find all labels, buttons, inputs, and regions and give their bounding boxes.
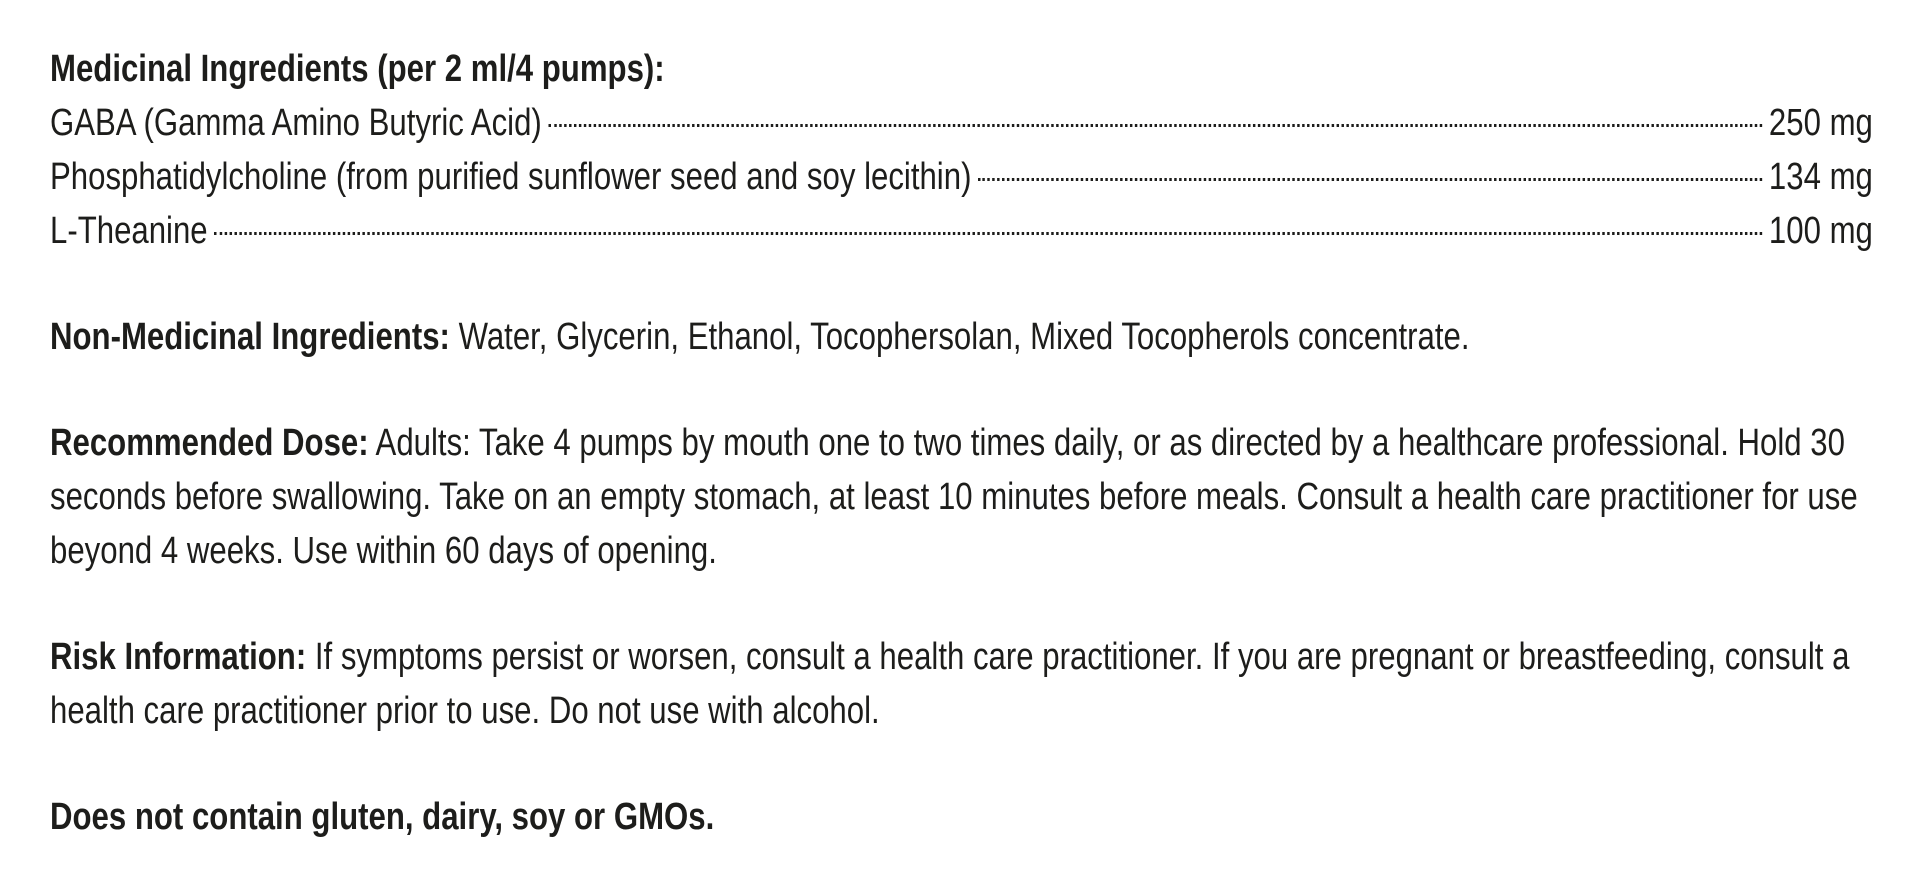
ingredient-row-phosphatidylcholine — [50, 150, 1873, 204]
dot-leader — [548, 124, 1762, 127]
recommended-dose — [50, 416, 1873, 578]
ingredient-row-gaba — [50, 96, 1873, 150]
ingredient-row-l-theanine — [50, 204, 1873, 258]
recommended-dose-text: Adults: Take 4 pumps by mouth one to two times daily, or as directed by a healthcare professional. Hold 30 seconds before swallowing. Take on an empty stomach, at least 10 minutes before meals. Consult a health care practitioner for use beyond 4 weeks. Use within 60 days of opening. — [50, 422, 1858, 572]
ingredient-amount: 100 mg — [1768, 210, 1873, 252]
ingredient-name: Phosphatidylcholine (from purified sunflower seed and soy lecithin) — [50, 156, 972, 198]
ingredient-amount: 250 mg — [1768, 102, 1873, 144]
risk-information-label: Risk Information: — [50, 636, 307, 678]
free-from-text: Does not contain gluten, dairy, soy or GMOs. — [50, 796, 715, 838]
ingredient-amount: 134 mg — [1768, 156, 1873, 198]
label-content — [50, 42, 1873, 844]
free-from-statement — [50, 790, 1873, 844]
non-medicinal-text: Water, Glycerin, Ethanol, Tocophersolan, Mixed Tocopherols concentrate. — [449, 316, 1470, 358]
ingredient-name: L-Theanine — [50, 210, 208, 252]
ingredient-name: GABA (Gamma Amino Butyric Acid) — [50, 102, 542, 144]
risk-information — [50, 630, 1873, 738]
non-medicinal-label: Non-Medicinal Ingredients: — [50, 316, 450, 358]
recommended-dose-label: Recommended Dose: — [50, 422, 369, 464]
dot-leader — [214, 232, 1762, 235]
medicinal-ingredients-heading: Medicinal Ingredients (per 2 ml/4 pumps): — [50, 48, 665, 90]
non-medicinal-ingredients — [50, 310, 1873, 364]
risk-information-text: If symptoms persist or worsen, consult a health care practitioner. If you are pregnant or breastfeeding, consult a health care practitioner prior to use. Do not use with alcohol. — [50, 636, 1850, 732]
dot-leader — [978, 178, 1762, 181]
